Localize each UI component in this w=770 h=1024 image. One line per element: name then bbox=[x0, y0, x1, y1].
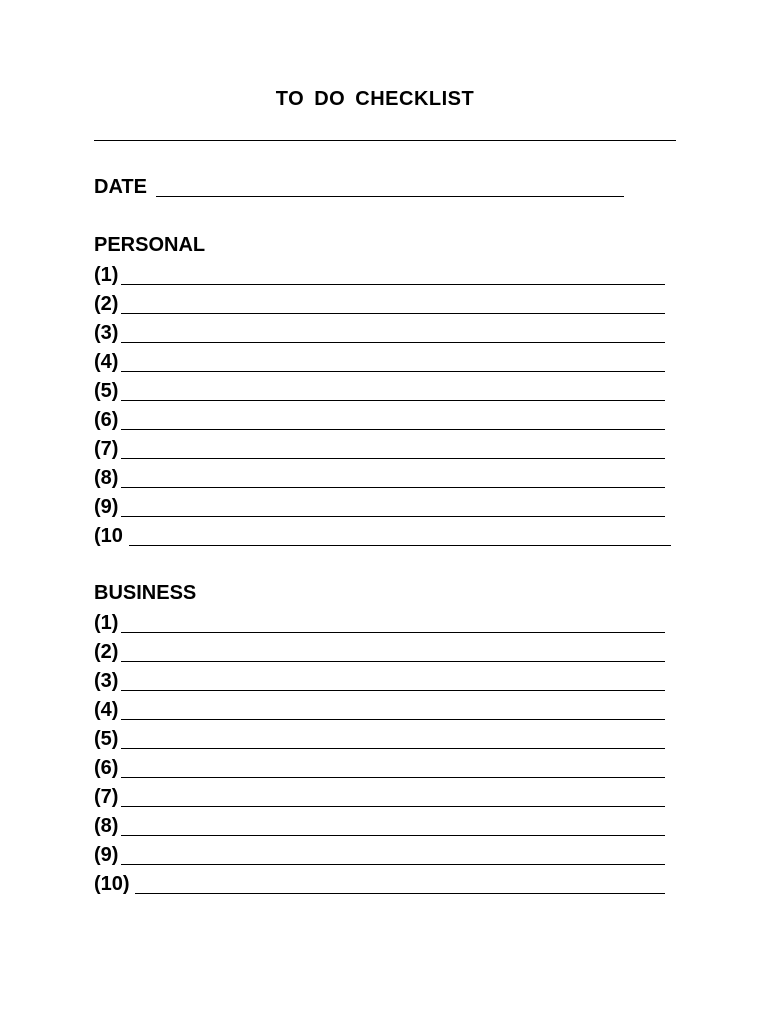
item-blank-line bbox=[121, 284, 665, 285]
item-number: (9) bbox=[94, 844, 119, 866]
item-blank-line bbox=[121, 400, 665, 401]
item-number: (3) bbox=[94, 670, 119, 692]
item-number: (4) bbox=[94, 351, 119, 373]
list-item bbox=[94, 755, 674, 784]
list-item bbox=[94, 610, 674, 639]
item-blank-line bbox=[121, 719, 665, 720]
list-item bbox=[94, 436, 674, 465]
list-item bbox=[94, 291, 674, 320]
item-blank-line bbox=[121, 632, 665, 633]
item-number: (7) bbox=[94, 438, 119, 460]
item-number: (8) bbox=[94, 467, 119, 489]
list-item bbox=[94, 668, 674, 697]
title-underline bbox=[94, 140, 676, 141]
item-number: (1) bbox=[94, 612, 119, 634]
item-blank-line bbox=[121, 835, 665, 836]
list-item bbox=[94, 262, 674, 291]
item-blank-line bbox=[121, 371, 665, 372]
item-number: (3) bbox=[94, 322, 119, 344]
item-number: (5) bbox=[94, 380, 119, 402]
date-label: DATE bbox=[94, 176, 147, 198]
item-blank-line bbox=[121, 458, 665, 459]
item-blank-line bbox=[121, 690, 665, 691]
item-number: (9) bbox=[94, 496, 119, 518]
list-item bbox=[94, 378, 674, 407]
item-blank-line bbox=[121, 806, 665, 807]
item-blank-line bbox=[121, 516, 665, 517]
list-item bbox=[94, 813, 674, 842]
business-list bbox=[94, 610, 674, 900]
item-number: (10 bbox=[94, 525, 123, 547]
list-item bbox=[94, 726, 674, 755]
list-item bbox=[94, 494, 674, 523]
item-blank-line bbox=[121, 487, 665, 488]
date-row bbox=[94, 174, 624, 200]
item-blank-line bbox=[121, 429, 665, 430]
item-blank-line bbox=[129, 545, 671, 546]
list-item bbox=[94, 465, 674, 494]
list-item bbox=[94, 784, 674, 813]
date-blank-line bbox=[156, 196, 624, 197]
list-item bbox=[94, 871, 674, 900]
item-number: (8) bbox=[94, 815, 119, 837]
item-blank-line bbox=[135, 893, 665, 894]
list-item bbox=[94, 349, 674, 378]
item-blank-line bbox=[121, 864, 665, 865]
list-item bbox=[94, 842, 674, 871]
item-number: (7) bbox=[94, 786, 119, 808]
item-number: (6) bbox=[94, 409, 119, 431]
item-number: (2) bbox=[94, 293, 119, 315]
item-blank-line bbox=[121, 313, 665, 314]
item-number: (4) bbox=[94, 699, 119, 721]
item-number: (1) bbox=[94, 264, 119, 286]
item-blank-line bbox=[121, 661, 665, 662]
item-number: (6) bbox=[94, 757, 119, 779]
page-title: TO DO CHECKLIST bbox=[275, 88, 475, 110]
item-blank-line bbox=[121, 342, 665, 343]
list-item bbox=[94, 320, 674, 349]
item-number: (5) bbox=[94, 728, 119, 750]
list-item bbox=[94, 639, 674, 668]
item-number: (2) bbox=[94, 641, 119, 663]
list-item bbox=[94, 407, 674, 436]
list-item bbox=[94, 697, 674, 726]
personal-heading: PERSONAL bbox=[94, 234, 206, 256]
personal-list bbox=[94, 262, 674, 552]
item-blank-line bbox=[121, 748, 665, 749]
list-item bbox=[94, 523, 674, 552]
item-blank-line bbox=[121, 777, 665, 778]
item-number: (10) bbox=[94, 873, 130, 895]
business-heading: BUSINESS bbox=[94, 582, 197, 604]
